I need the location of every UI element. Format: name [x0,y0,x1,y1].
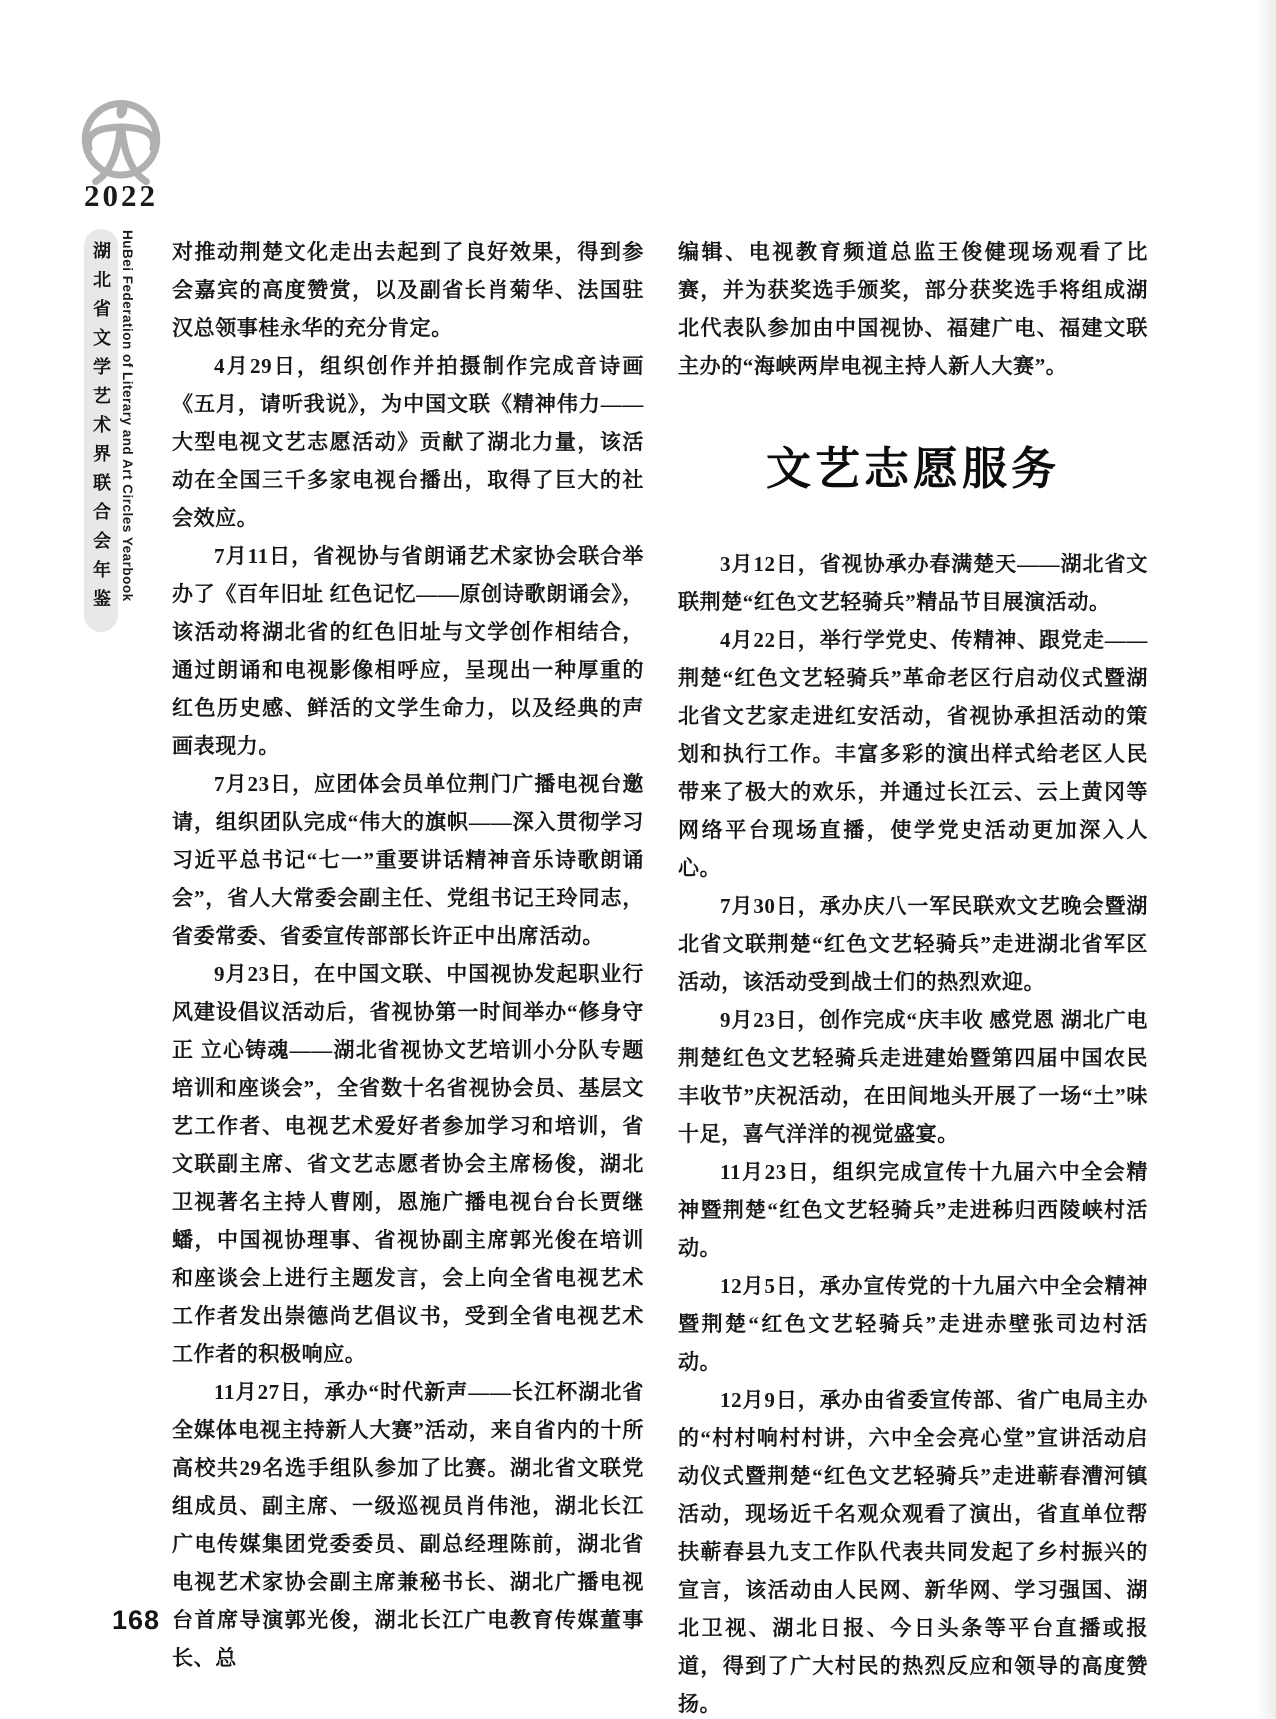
section-heading: 文艺志愿服务 [765,443,1060,494]
paragraph: 7月11日，省视协与省朗诵艺术家协会联合举办了《百年旧址 红色记忆——原创诗歌朗诵会》，该活动将湖北省的红色旧址与文学创作相结合，通过朗诵和电视影像相呼应，呈现出一种厚重的红色历史感、鲜活的文学生命力，以及经典的声画表现力。 [172,544,644,758]
spine-title-chinese: 湖北省文学艺术界联合会年鉴 [84,229,118,632]
left-column [172,233,644,1677]
paragraph: 12月9日，承办由省委宣传部、省广电局主办的“村村响村村讲，六中全会亮心堂”宣讲活动启动仪式暨荆楚“红色文艺轻骑兵”走进蕲春漕河镇活动，现场近千名观众观看了演出，省直单位帮扶蕲春县九支工作队代表共同发起了乡村振兴的宣言，该活动由人民网、新华网、学习强国、湖北卫视、湖北日报、今日头条等平台直播或报道，得到了广大村民的热烈反应和领导的高度赞扬。 [678,1388,1148,1716]
paragraph: 11月23日，组织完成宣传十九届六中全会精神暨荆楚“红色文艺轻骑兵”走进秭归西陵峡村活动。 [678,1160,1148,1260]
scan-edge-shading [1256,0,1276,1719]
paragraph: 编辑、电视教育频道总监王俊健现场观看了比赛，并为获奖选手颁奖，部分获奖选手将组成湖北代表队参加由中国视协、福建广电、福建文联主办的“海峡两岸电视主持人新人大赛”。 [678,240,1148,378]
paragraph: 4月29日，组织创作并拍摄制作完成音诗画《五月，请听我说》，为中国文联《精神伟力——大型电视文艺志愿活动》贡献了湖北力量，该活动在全国三千多家电视台播出，取得了巨大的社会效应。 [172,354,644,530]
right-column [678,233,1148,1719]
paragraph: 对推动荆楚文化走出去起到了良好效果，得到参会嘉宾的高度赞赏，以及副省长肖菊华、法国驻汉总领事桂永华的充分肯定。 [172,240,644,340]
spine-title-english: HuBei Federation of Literary and Art Circles Yearbook [120,230,135,602]
paragraph: 9月23日，在中国文联、中国视协发起职业行风建设倡议活动后，省视协第一时间举办“修身守正 立心铸魂——湖北省视协文艺培训小分队专题培训和座谈会”，全省数十名省视协会员、基层文艺工作者、电视艺术爱好者参加学习和培训，省文联副主席、省文艺志愿者协会主席杨俊，湖北卫视著名主持人曹刚，恩施广播电视台台长贾继蟠，中国视协理事、省视协副主席郭光俊在培训和座谈会上进行主题发言，会上向全省电视艺术工作者发出崇德尚艺倡议书，受到全省电视艺术工作者的积极响应。 [172,962,644,1366]
paragraph: 9月23日，创作完成“庆丰收 感党恩 湖北广电荆楚红色文艺轻骑兵走进建始暨第四届中国农民丰收节”庆祝活动，在田间地头开展了一场“土”味十足，喜气洋洋的视觉盛宴。 [678,1008,1148,1146]
year-label: 2022 [84,178,158,213]
paragraph: 7月30日，承办庆八一军民联欢文艺晚会暨湖北省文联荆楚“红色文艺轻骑兵”走进湖北省军区活动，该活动受到战士们的热烈欢迎。 [678,894,1148,994]
paragraph: 4月22日，举行学党史、传精神、跟党走——荆楚“红色文艺轻骑兵”革命老区行启动仪式暨湖北省文艺家走进红安活动，省视协承担活动的策划和执行工作。丰富多彩的演出样式给老区人民带来了极大的欢乐，并通过长江云、云上黄冈等网络平台现场直播，使学党史活动更加深入人心。 [678,628,1148,880]
paragraph: 11月27日，承办“时代新声——长江杯湖北省全媒体电视主持新人大赛”活动，来自省内的十所高校共29名选手组队参加了比赛。湖北省文联党组成员、副主席、一级巡视员肖伟池，湖北长江广电传媒集团党委委员、副总经理陈前，湖北省电视艺术家协会副主席兼秘书长、湖北广播电视台首席导演郭光俊，湖北长江广电教育传媒董事长、总 [172,1380,644,1670]
paragraph: 12月5日，承办宣传党的十九届六中全会精神暨荆楚“红色文艺轻骑兵”走进赤壁张司边村活动。 [678,1274,1148,1374]
page-number: 168 [112,1605,161,1635]
paragraph: 7月23日，应团体会员单位荆门广播电视台邀请，组织团队完成“伟大的旗帜——深入贯彻学习习近平总书记“七一”重要讲话精神音乐诗歌朗诵会”，省人大常委会副主任、党组书记王玲同志，省委常委、省委宣传部部长许正中出席活动。 [172,772,644,948]
paragraph: 3月12日，省视协承办春满楚天——湖北省文联荆楚“红色文艺轻骑兵”精品节目展演活动。 [678,552,1148,614]
